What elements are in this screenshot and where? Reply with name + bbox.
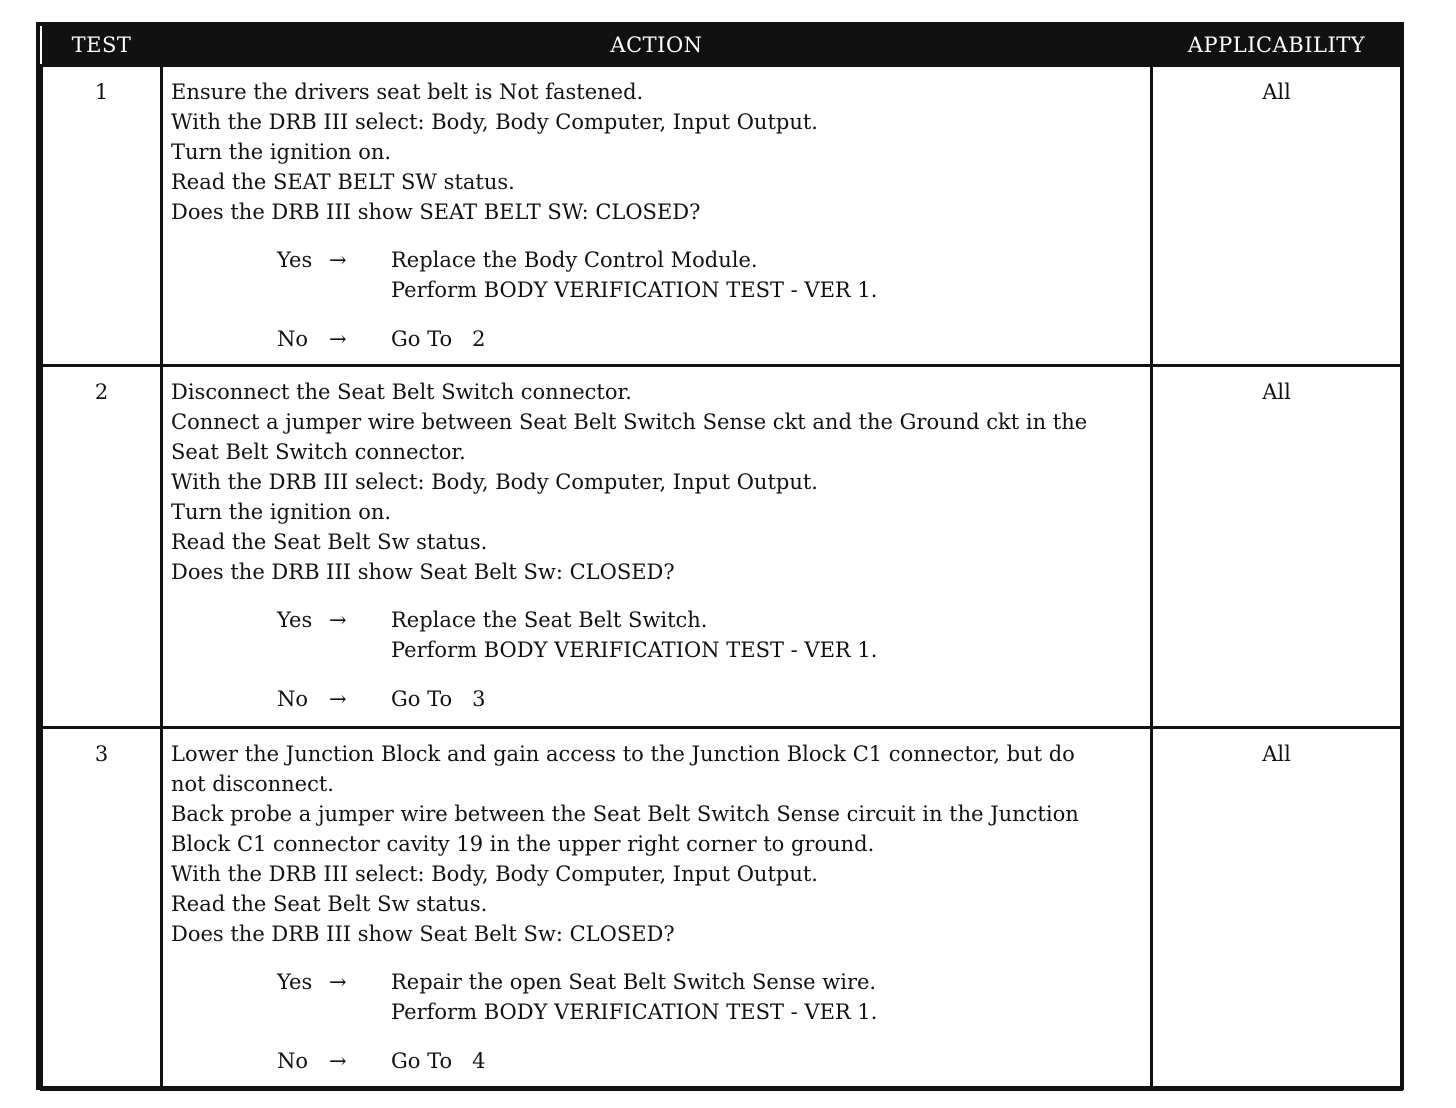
outcome-line: Replace the Body Control Module. <box>391 248 758 272</box>
arrow-right-icon: → <box>329 248 347 272</box>
outcome-no <box>277 1046 1144 1076</box>
outcome-yes <box>277 967 1144 1027</box>
outcome-yes-label: Yes <box>277 248 313 272</box>
table-row <box>42 66 1402 366</box>
step-line: Block C1 connector cavity 19 in the upper right corner to ground. <box>171 832 875 856</box>
step-line: With the DRB III select: Body, Body Computer, Input Output. <box>171 470 818 494</box>
outcome-yes-text <box>391 605 877 665</box>
outcome-line: Perform BODY VERIFICATION TEST - VER 1. <box>391 638 878 662</box>
outcome-yes-label: Yes <box>277 608 313 632</box>
outcomes <box>277 967 1144 1076</box>
step-line: Does the DRB III show SEAT BELT SW: CLOSED? <box>171 200 701 224</box>
outcome-no-label: No <box>277 687 309 711</box>
outcome-no <box>277 684 1144 714</box>
step-line: Connect a jumper wire between Seat Belt Switch Sense ckt and the Ground ckt in the <box>171 410 1088 434</box>
step-line: Ensure the drivers seat belt is Not fastened. <box>171 80 644 104</box>
arrow-right-icon: → <box>329 970 347 994</box>
action-steps <box>171 377 1144 587</box>
action-cell <box>162 66 1152 366</box>
arrow-right-icon: → <box>329 608 347 632</box>
table-row <box>42 728 1402 1090</box>
outcome-yes-text <box>391 967 877 1027</box>
step-line: Does the DRB III show Seat Belt Sw: CLOSED? <box>171 922 675 946</box>
action-steps <box>171 739 1144 949</box>
step-line: With the DRB III select: Body, Body Computer, Input Output. <box>171 110 818 134</box>
applicability-value: All <box>1152 366 1402 728</box>
step-line: Does the DRB III show Seat Belt Sw: CLOSED? <box>171 560 675 584</box>
step-line: Turn the ignition on. <box>171 140 392 164</box>
outcome-no-label: No <box>277 327 309 351</box>
outcomes <box>277 245 1144 354</box>
step-line: Back probe a jumper wire between the Seat Belt Switch Sense circuit in the Junction <box>171 802 1079 826</box>
step-line: Disconnect the Seat Belt Switch connector. <box>171 380 632 404</box>
action-cell <box>162 728 1152 1090</box>
outcome-line: Replace the Seat Belt Switch. <box>391 608 708 632</box>
goto-line: Go To 4 <box>391 1049 486 1073</box>
outcome-line: Perform BODY VERIFICATION TEST - VER 1. <box>391 278 878 302</box>
action-steps <box>171 77 1144 227</box>
test-number: 1 <box>42 66 162 366</box>
step-line: Lower the Junction Block and gain access to the Junction Block C1 connector, but do <box>171 742 1075 766</box>
applicability-value: All <box>1152 66 1402 366</box>
arrow-right-icon: → <box>329 687 347 711</box>
outcomes <box>277 605 1144 714</box>
action-cell <box>162 366 1152 728</box>
outcome-no-label: No <box>277 1049 309 1073</box>
diagnostic-table <box>40 26 1403 1091</box>
table-row <box>42 366 1402 728</box>
outcome-line: Repair the open Seat Belt Switch Sense wire. <box>391 970 877 994</box>
test-number: 2 <box>42 366 162 728</box>
goto-line: Go To 3 <box>391 687 486 711</box>
outcome-no-text <box>391 684 486 714</box>
goto-line: Go To 2 <box>391 327 486 351</box>
outcome-yes <box>277 245 1144 305</box>
outcome-no-text <box>391 1046 486 1076</box>
step-line: Read the Seat Belt Sw status. <box>171 530 488 554</box>
outcome-no <box>277 324 1144 354</box>
outcome-yes-text <box>391 245 877 305</box>
header-applicability: APPLICABILITY <box>1152 26 1402 66</box>
outcome-yes-label: Yes <box>277 970 313 994</box>
outcome-no-text <box>391 324 486 354</box>
step-line: not disconnect. <box>171 772 334 796</box>
diagnostic-table-sheet <box>36 22 1404 1090</box>
header-action: ACTION <box>162 26 1152 66</box>
outcome-line: Perform BODY VERIFICATION TEST - VER 1. <box>391 1000 878 1024</box>
step-line: With the DRB III select: Body, Body Computer, Input Output. <box>171 862 818 886</box>
arrow-right-icon: → <box>329 1049 347 1073</box>
applicability-value: All <box>1152 728 1402 1090</box>
step-line: Read the SEAT BELT SW status. <box>171 170 515 194</box>
arrow-right-icon: → <box>329 327 347 351</box>
step-line: Seat Belt Switch connector. <box>171 440 466 464</box>
test-number: 3 <box>42 728 162 1090</box>
table-header-row <box>42 26 1402 66</box>
outcome-yes <box>277 605 1144 665</box>
step-line: Turn the ignition on. <box>171 500 392 524</box>
header-test: TEST <box>42 26 162 66</box>
step-line: Read the Seat Belt Sw status. <box>171 892 488 916</box>
